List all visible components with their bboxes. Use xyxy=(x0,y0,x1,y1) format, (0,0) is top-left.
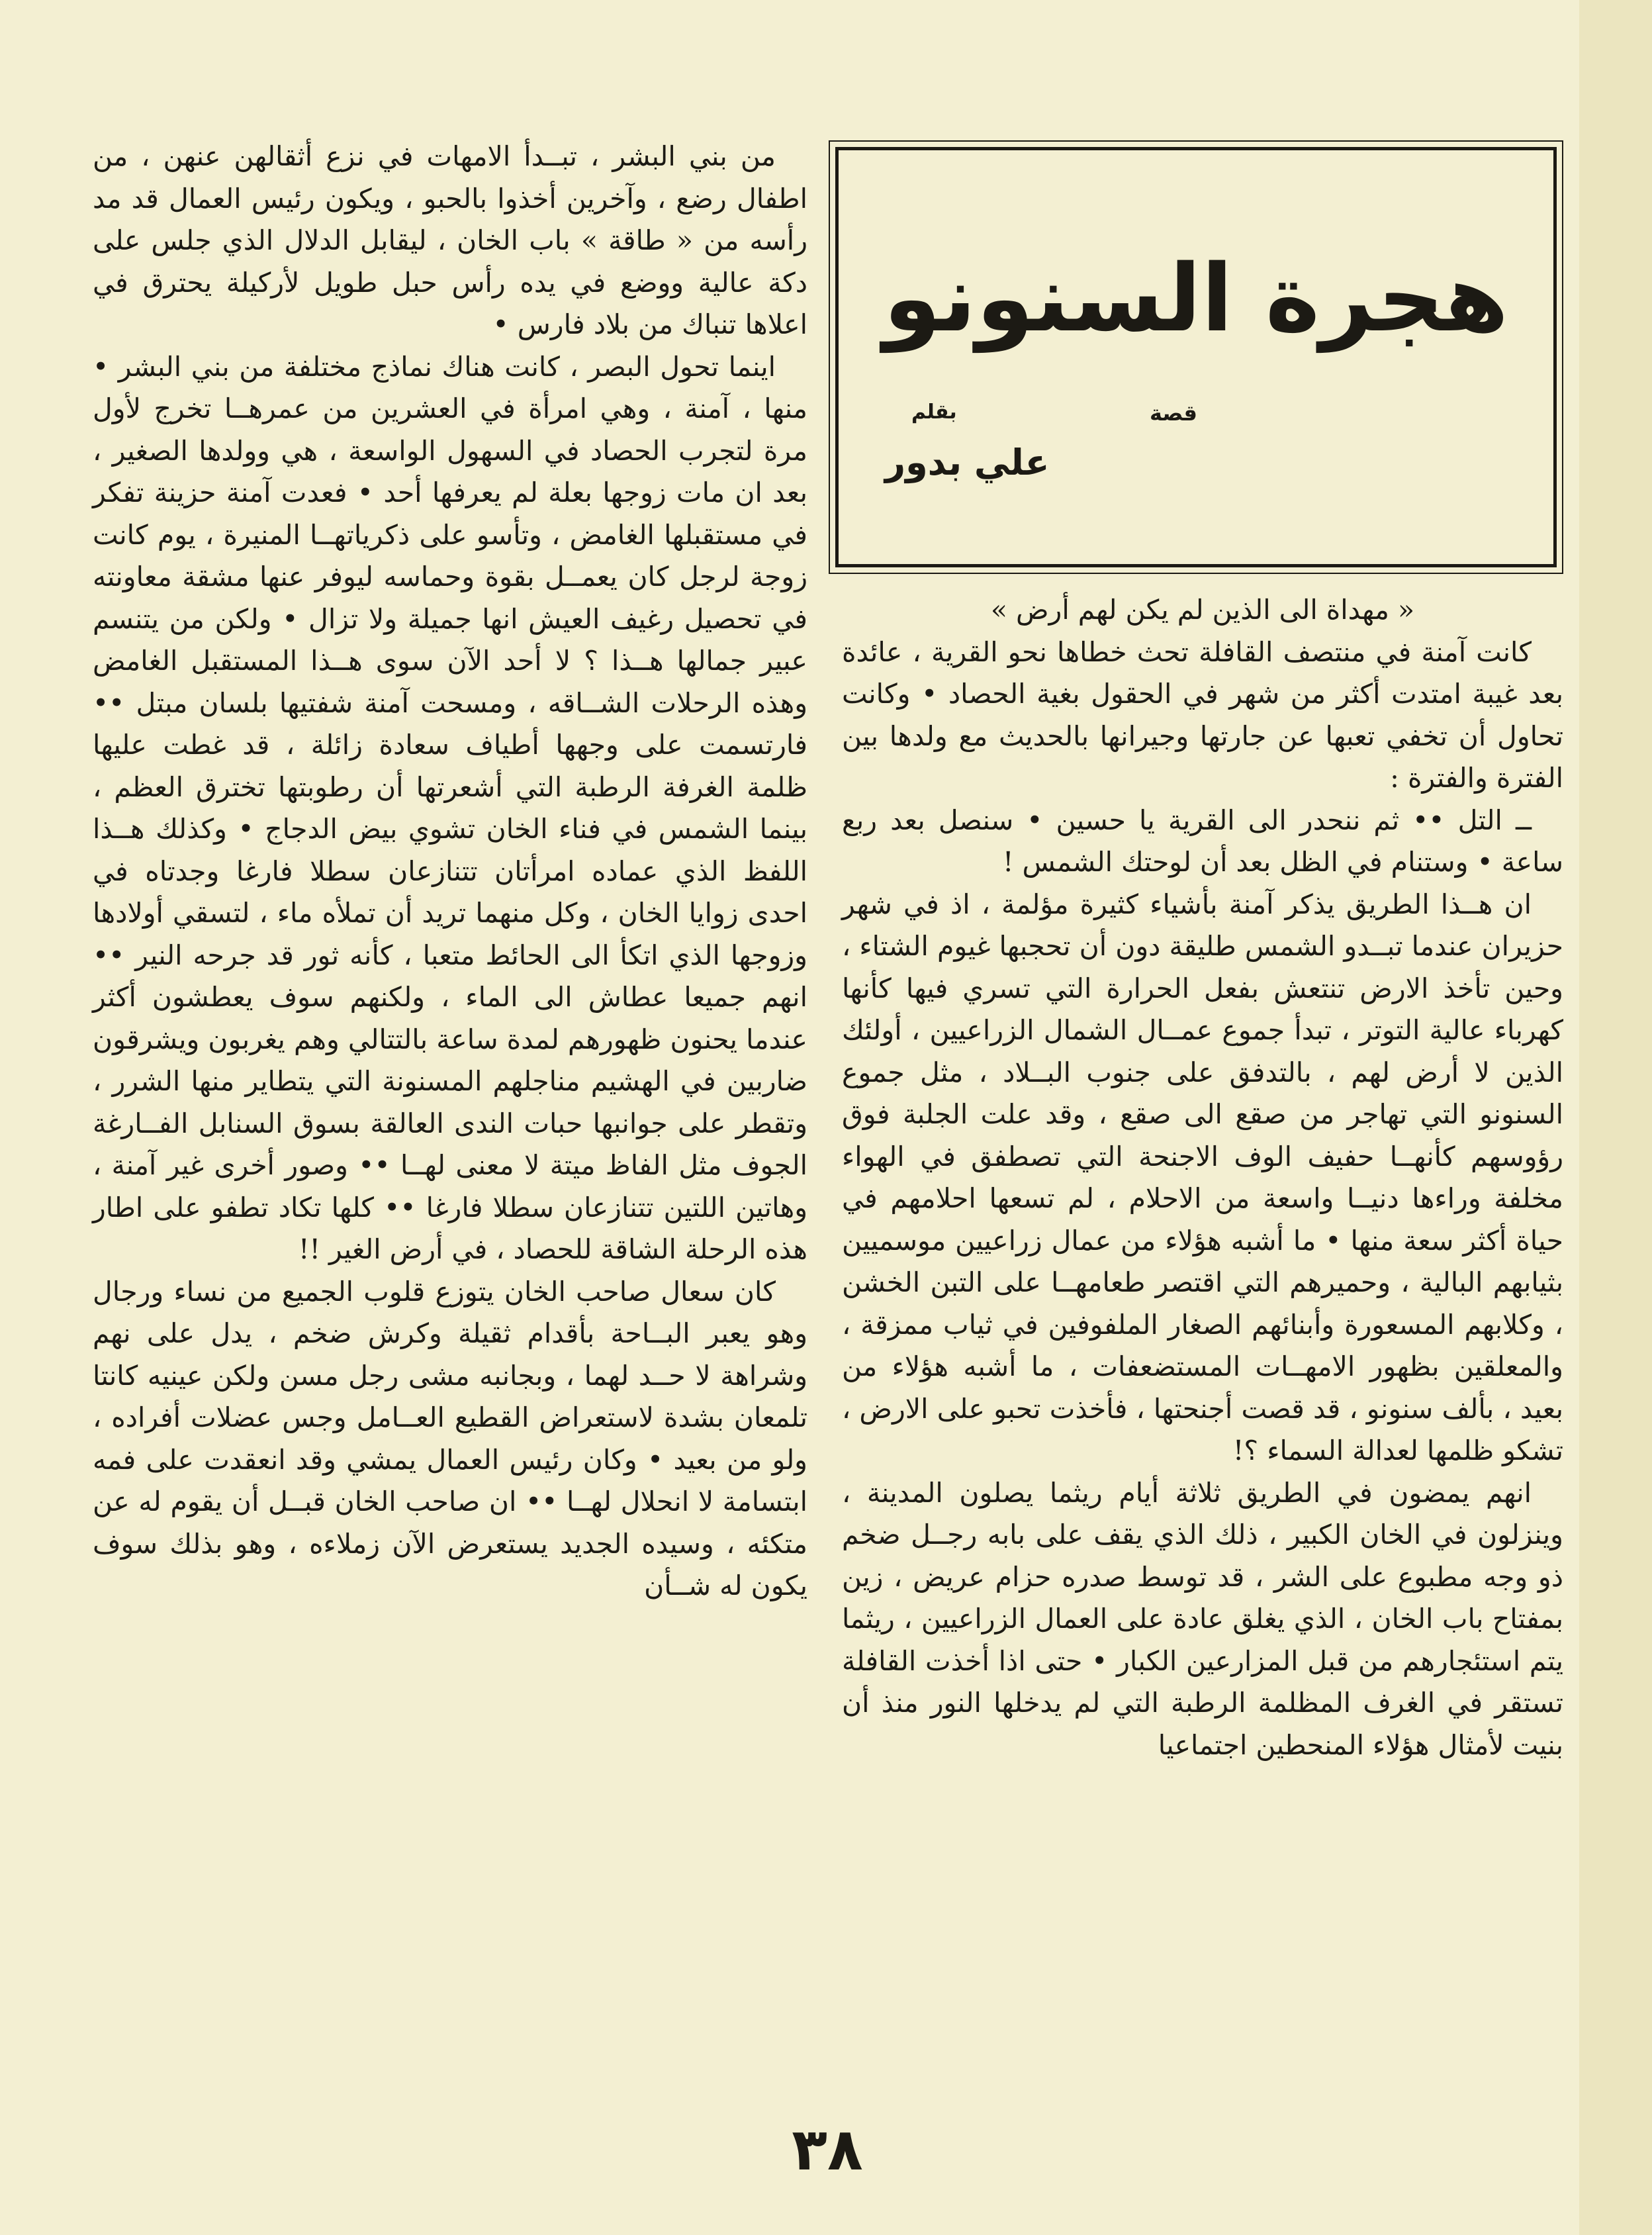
paragraph: ان هــذا الطريق يذكر آمنة بأشياء كثيرة مؤلمة ، اذ في شهر حزيران عندما تبــدو الشمس طليقة دون أن تحجبها غيوم الشتاء ، وحين تأخذ الارض تنتعش بفعل الحرارة التي تسري فيها كأنها كهرباء عالية التوتر ، تبدأ جموع عمــال الشمال الزراعيين ، أولئك الذين لا أرض لهم ، بالتدفق على جنوب البــلاد ، مثل جموع السنونو التي تهاجر من صقع الى صقع ، وقد علت الجلبة فوق رؤوسهم كأنهــا حفيف الوف الاجنحة التي تصطفق في الهواء مخلفة وراءها دنيــا واسعة من الاحلام ، لم تسعها احلامهم في حياة أكثر سعة منها • ما أشبه هؤلاء من عمال زراعيين موسميين بثيابهم البالية ، وحميرهم التي اقتصر طعامهــا على التبن الخشن ، وكلابهم المسعورة وأبنائهم الصغار الملفوفين في ثياب ممزقة ، والمعلقين بظهور الامهــات المستضعفات ، ما أشبه هؤلاء من بعيد ، بألف سنونو ، قد قصت أجنحتها ، فأخذت تحبو على الارض ، تشكو ظلمها لعدالة السماء ؟! xyxy=(842,888,1563,1466)
paragraph: كان سعال صاحب الخان يتوزع قلوب الجميع من نساء ورجال وهو يعبر البــاحة بأقدام ثقيلة وكرش ضخم ، يدل على نهم وشراهة لا حــد لهما ، وبجانبه مشى رجل مسن ولكن عينيه كانتا تلمعان بشدة لاستعراض القطيع العــامل وجس عضلات أفراده ، ولو من بعيد • وكان رئيس العمال يمشي وقد انعقدت على فمه ابتسامة لا انحلال لهــا •• ان صاحب الخان قبــل أن يقوم له عن متكئه ، وسيده الجديد يستعرض الآن زملاءه ، وهو بذلك سوف يكون له شــأن xyxy=(93,1275,807,1601)
left-column xyxy=(93,136,807,1607)
dedication: « مهداة الى الذين لم يكن لهم أرض » xyxy=(990,594,1415,626)
paragraph: اينما تحول البصر ، كانت هناك نماذج مختلفة من بني البشر • منها ، آمنة ، وهي امرأة في العشرين من عمرهــا تخرج لأول مرة لتجرب الحصاد في السهول الواسعة ، هي وولدها الصغير ، بعد ان مات زوجها بعلة لم يعرفها أحد • فعدت آمنة حزينة تفكر في مستقبلها الغامض ، وتأسو على ذكرياتهــا المنيرة ، يوم كانت زوجة لرجل كان يعمــل بقوة وحماسه ليوفر عنها مشقة معاونته في تحصيل رغيف العيش انها جميلة ولا تزال • ولكن من يتنسم عبير جمالها هــذا ؟ لا أحد الآن سوى هــذا المستقبل الغامض وهذه الرحلات الشــاقه ، ومسحت آمنة شفتيها بلسان مبتل •• فارتسمت على وجهها أطياف سعادة زائلة ، قد غطت عليها ظلمة الغرفة الرطبة التي أشعرتها أن رطوبتها تخترق العظم ، بينما الشمس في فناء الخان تشوي بيض الدجاج • وكذلك هــذا اللفظ الذي عماده امرأتان تتنازعان سطلا فارغا وجدتاه في احدى زوايا الخان ، وكل منهما تريد أن تملأه ماء ، لتسقي أولادها وزوجها الذي اتكأ الى الحائط متعبا ، كأنه ثور قد جرحه النير •• انهم جميعا عطاش الى الماء ، ولكنهم سوف يعطشون أكثر عندما يحنون ظهورهم لمدة ساعة بالتتالي وهم يغربون ويشرقون ضاربين في الهشيم مناجلهم المسنونة التي يتطاير منها الشرر ، وتقطر على جوانبها حبات الندى العالقة بسوق السنابل الفــارغة الجوف مثل الفاظ ميتة لا معنى لهــا •• وصور أخرى غير آمنة ، وهاتين اللتين تتنازعان سطلا فارغا •• كلها تكاد تطفو على اطار هذه الرحلة الشاقة للحصاد ، في أرض الغير !! xyxy=(93,350,807,1265)
article-author: علي بدور xyxy=(885,442,1050,483)
article-genre: قصة xyxy=(1150,401,1197,426)
title-box xyxy=(835,147,1557,567)
page-number: ٣٨ xyxy=(792,2115,863,2183)
byline-label: بقلم xyxy=(911,401,957,424)
page-edge xyxy=(1579,0,1652,2235)
paragraph: ــ التل •• ثم ننحدر الى القرية يا حسين • سنصل بعد ربع ساعة • وستنام في الظل بعد أن لوحتك الشمس ! xyxy=(842,804,1563,878)
article-title: هجرة السنونو xyxy=(883,245,1509,353)
paragraph: كانت آمنة في منتصف القافلة تحث خطاها نحو القرية ، عائدة بعد غيبة امتدت أكثر من شهر في الحقول بغية الحصاد • وكانت تحاول أن تخفي تعبها عن جارتها وجيرانها بالحديث مع ولدها بين الفترة والفترة : xyxy=(842,636,1563,794)
paragraph: انهم يمضون في الطريق ثلاثة أيام ريثما يصلون المدينة ، وينزلون في الخان الكبير ، ذلك الذي يقف على بابه رجــل ضخم ذو وجه مطبوع على الشر ، قد توسط صدره حزام عريض ، زين بمفتاح باب الخان ، الذي يغلق عادة على العمال الزراعيين ، ريثما يتم استئجارهم من قبل المزارعين الكبار • حتى اذا أخذت القافلة تستقر في الغرف المظلمة الرطبة التي لم يدخلها النور منذ أن بنيت لأمثال هؤلاء المنحطين اجتماعيا xyxy=(842,1476,1563,1761)
right-column xyxy=(842,589,1563,1766)
paragraph: من بني البشر ، تبــدأ الامهات في نزع أثقالهن عنهن ، من اطفال رضع ، وآخرين أخذوا بالحبو ، ويكون رئيس العمال قد مد رأسه من « طاقة » باب الخان ، ليقابل الدلال الذي جلس على دكة عالية ووضع في يده رأس حبل طويل لأركيلة يحترق في اعلاها تنباك من بلاد فارس • xyxy=(93,140,807,340)
